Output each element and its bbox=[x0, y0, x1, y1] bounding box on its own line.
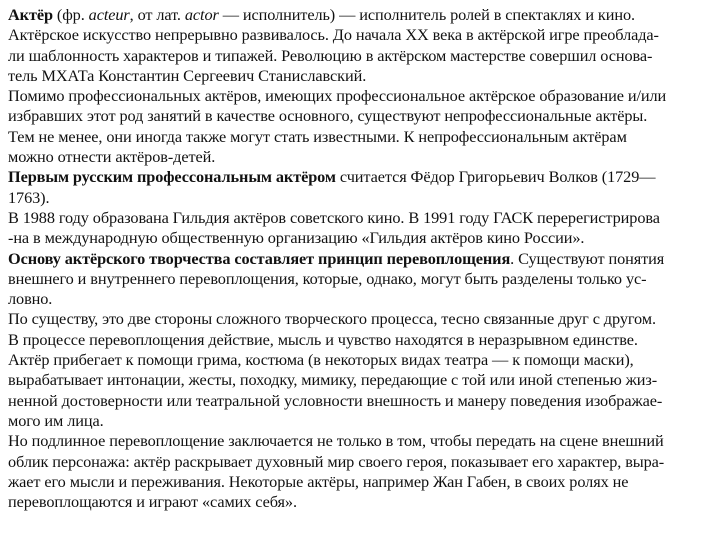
text-line-9 bbox=[8, 167, 712, 187]
text-line-12: -на в международную общественную организацию «Гильдия актёров кино России». bbox=[8, 228, 585, 248]
text-line-11: В 1988 году образована Гильдия актёров советского кино. В 1991 году ГАСК перерегистрирова bbox=[8, 207, 660, 227]
text-line-14: внешнего и внутреннего перевоплощения, которые, однако, могут быть разделены только ус- bbox=[8, 268, 647, 288]
text-line-16: По существу, это две стороны сложного творческого процесса, тесно связанные друг с другом. bbox=[8, 309, 656, 329]
term-acteur: acteur bbox=[88, 5, 130, 24]
text-line-13 bbox=[8, 249, 712, 269]
text-line-6: избравших этот род занятий в качестве основного, существуют непрофессиональные актёры. bbox=[8, 106, 648, 126]
bold-first-russian-actor: Первым русским профессональным актёром bbox=[8, 167, 336, 187]
text-line-7: Тем не менее, они иногда также могут стать известными. К непрофессиональным актёрам bbox=[8, 126, 627, 146]
text-line-17: В процессе перевоплощения действие, мысль и чувство находятся в неразрывном единстве. bbox=[8, 329, 638, 349]
text-line-21: мого им лица. bbox=[8, 410, 104, 430]
text-line-24: жает его мысли и переживания. Некоторые актёры, например Жан Габен, в своих ролях не bbox=[8, 471, 629, 491]
text-line-5: Помимо профессиональных актёров, имеющих профессиональное актёрское образование и/или bbox=[8, 86, 667, 106]
text-segment: . Существуют понятия bbox=[510, 248, 665, 268]
text-line-8: можно отнести актёров-детей. bbox=[8, 147, 216, 167]
text-line-19: вырабатывает интонации, жесты, походку, мимику, передающие с той или иной степенью жиз- bbox=[8, 370, 658, 390]
text-line-10: 1763). bbox=[8, 187, 50, 207]
text-segment: (фр. bbox=[52, 5, 89, 24]
text-line-20: ненной достоверности или театральной условности внешность и манеру поведения изображае- bbox=[8, 390, 663, 410]
text-line-2: Актёрское искусство непрерывно развивалось. До начала XX века в актёрской игре преоблада- bbox=[8, 25, 659, 45]
text-line-1 bbox=[8, 5, 712, 25]
text-line-18: Актёр прибегает к помощи грима, костюма (в некоторых видах театра — к помощи маски), bbox=[8, 350, 634, 370]
bold-principle: Основу актёрского творчества составляет принцип перевоплощения bbox=[8, 248, 511, 268]
text-line-4: тель МХАТа Константин Сергеевич Станиславский. bbox=[8, 65, 367, 85]
term-actor: Актёр bbox=[8, 5, 53, 24]
text-line-22: Но подлинное перевоплощение заключается не только в том, чтобы передать на сцене внешний bbox=[8, 431, 664, 451]
text-line-15: ловно. bbox=[8, 289, 53, 309]
text-line-23: облик персонажа: актёр раскрывает духовный мир своего героя, показывает его характер, выра- bbox=[8, 451, 665, 471]
text-segment: — исполнитель) — исполнитель ролей в спектаклях и кино. bbox=[218, 5, 635, 24]
text-segment: , от лат. bbox=[129, 5, 185, 24]
text-segment: считается Фёдор Григорьевич Волков (1729— bbox=[335, 167, 656, 187]
text-line-25: перевоплощаются и играют «самих себя». bbox=[8, 492, 297, 512]
term-actor-latin: actor bbox=[184, 5, 219, 24]
text-line-3: ли шаблонность характеров и типажей. Революцию в актёрском мастерстве совершил основа- bbox=[8, 45, 653, 65]
